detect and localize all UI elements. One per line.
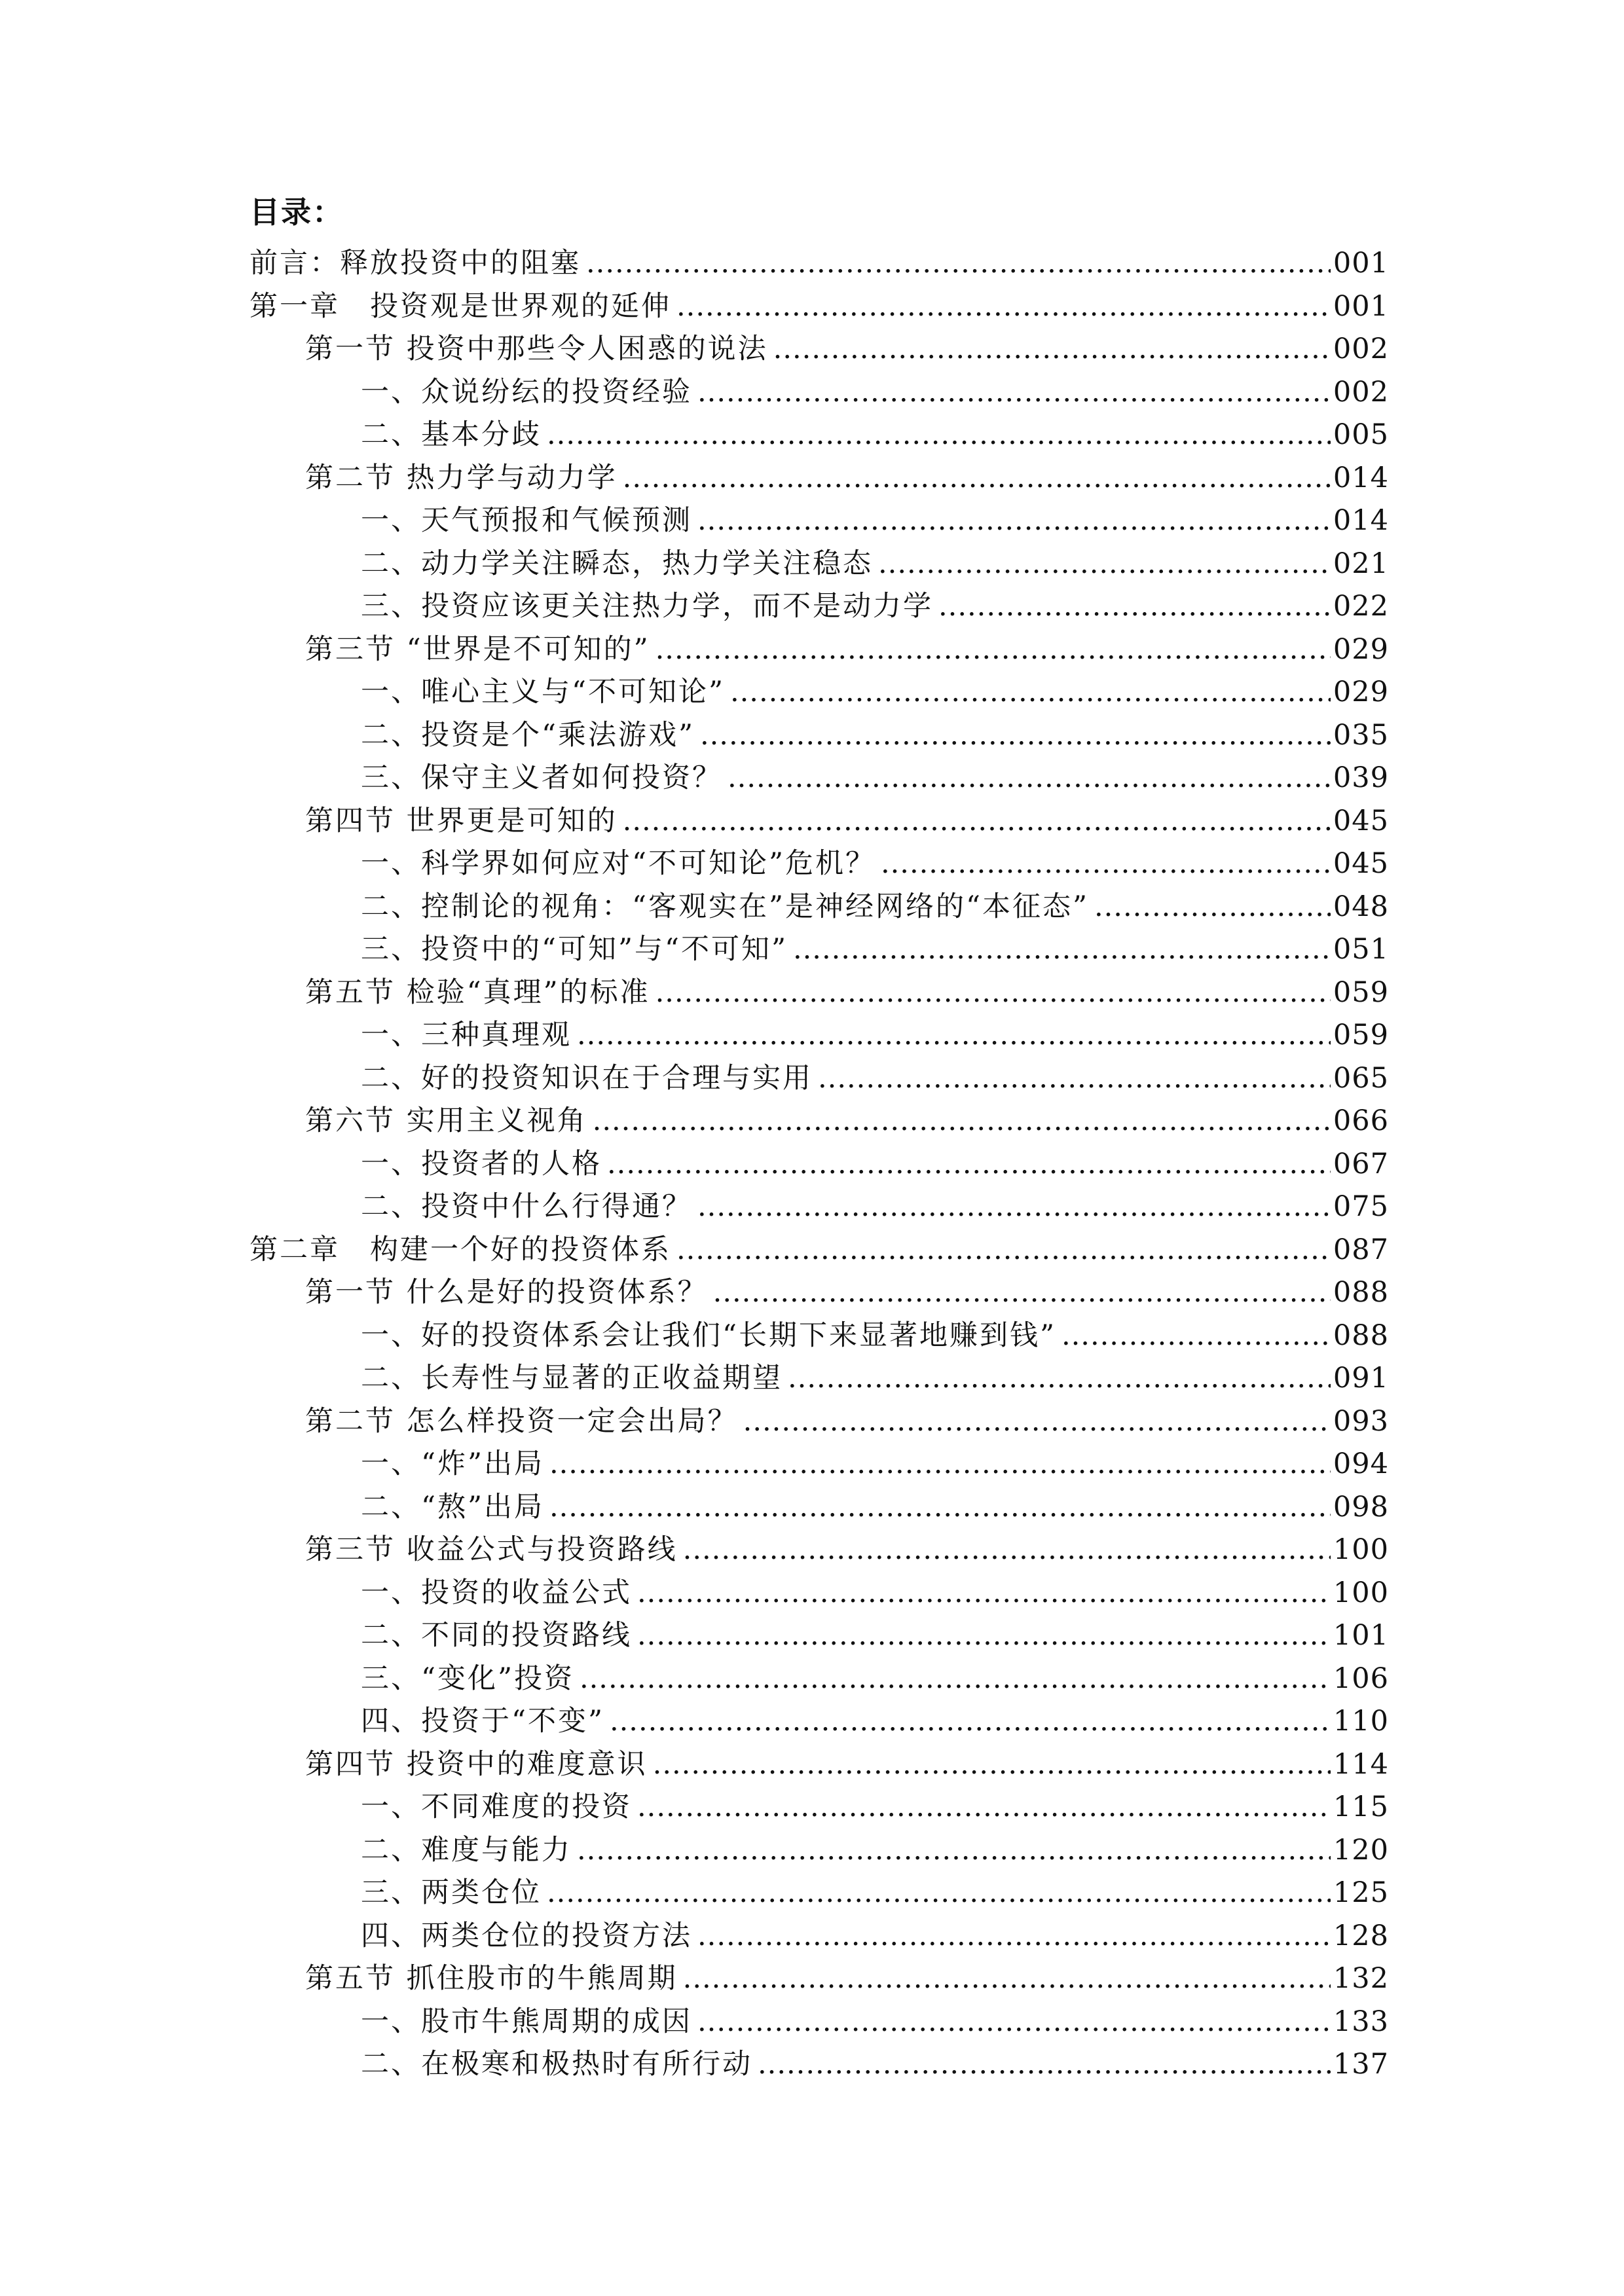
- toc-entry-text: 第一节 投资中那些令人困惑的说法: [305, 333, 768, 365]
- toc-entry: [249, 1100, 1389, 1143]
- dot-leader: [758, 2043, 1331, 2086]
- toc-entry: [249, 585, 1389, 629]
- toc-entry-page-number: 039: [1333, 761, 1389, 794]
- dot-leader: [676, 1229, 1331, 1272]
- toc-entry-page-number: 051: [1333, 933, 1389, 966]
- toc-entry-page-number: 100: [1333, 1576, 1389, 1609]
- dot-leader: [637, 1614, 1331, 1658]
- toc-entry-text: 二、投资中什么行得通？: [361, 1190, 692, 1223]
- toc-entry: [249, 457, 1389, 500]
- toc-entry-text: 二、难度与能力: [361, 1833, 572, 1867]
- toc-entry-page-number: 110: [1333, 1705, 1389, 1738]
- toc-entry-text: 三、投资中的“可知”与“不可知”: [361, 933, 788, 966]
- toc-entry-text: 一、股市牛熊周期的成因: [361, 2005, 692, 2038]
- toc-entry: [249, 1614, 1389, 1658]
- toc-entry-page-number: 088: [1333, 1276, 1389, 1309]
- dot-leader: [683, 1958, 1331, 2001]
- dot-leader: [788, 1357, 1331, 1400]
- toc-entry: [249, 714, 1389, 757]
- dot-leader: [793, 928, 1331, 972]
- toc-entry-text: 第五节 检验“真理”的标准: [305, 975, 650, 1009]
- toc-entry-text: 一、不同难度的投资: [361, 1791, 632, 1823]
- toc-entry: [249, 1400, 1389, 1444]
- toc-entry-page-number: 066: [1333, 1104, 1389, 1137]
- toc-entry-page-number: 125: [1333, 1876, 1389, 1909]
- toc-entry-page-number: 114: [1333, 1747, 1389, 1781]
- toc-entry-page-number: 120: [1333, 1833, 1389, 1867]
- toc-entry-page-number: 098: [1333, 1490, 1389, 1523]
- toc-entry: [249, 285, 1389, 329]
- toc-entry-text: 第五节 抓住股市的牛熊周期: [305, 1962, 678, 1995]
- toc-entry-page-number: 048: [1333, 890, 1389, 923]
- toc-entry-text: 一、“炸”出局: [361, 1448, 544, 1480]
- toc-entry: [249, 1057, 1389, 1101]
- toc-entry: [249, 1786, 1389, 1829]
- toc-entry: [249, 886, 1389, 929]
- dot-leader: [697, 1186, 1331, 1229]
- toc-entry-text: 第六节 实用主义视角: [305, 1104, 587, 1137]
- toc-entry: [249, 1229, 1389, 1272]
- dot-leader: [577, 1829, 1331, 1872]
- dot-leader: [549, 1486, 1331, 1529]
- toc-entry: [249, 1143, 1389, 1186]
- toc-entry: [249, 1014, 1389, 1057]
- dot-leader: [878, 543, 1331, 586]
- toc-entry: [249, 800, 1389, 843]
- toc-entry: [249, 2043, 1389, 2086]
- toc-entry-page-number: 029: [1333, 676, 1389, 708]
- dot-leader: [730, 671, 1331, 714]
- toc-entry-text: 三、两类仓位: [361, 1876, 542, 1909]
- toc-entry-page-number: 014: [1333, 461, 1389, 494]
- toc-title: 目录：: [249, 194, 344, 230]
- toc-entry-text: 三、保守主义者如何投资？: [361, 761, 722, 794]
- toc-entry: [249, 1829, 1389, 1872]
- toc-entry: [249, 757, 1389, 800]
- dot-leader: [655, 972, 1331, 1015]
- toc-entry-text: 一、投资者的人格: [361, 1147, 602, 1180]
- toc-entry-page-number: 101: [1333, 1619, 1389, 1652]
- toc-entry: [249, 1486, 1389, 1529]
- toc-entry-text: 第三节 收益公式与投资路线: [305, 1533, 678, 1566]
- toc-entry-text: 前言：释放投资中的阻塞: [249, 247, 581, 280]
- dot-leader: [881, 843, 1331, 886]
- toc-entry-text: 四、投资于“不变”: [361, 1705, 604, 1738]
- dot-leader: [697, 371, 1331, 414]
- dot-leader: [683, 1529, 1331, 1572]
- toc-entry-text: 第四节 投资中的难度意识: [305, 1747, 648, 1781]
- toc-entry-page-number: 002: [1333, 333, 1389, 365]
- toc-entry-page-number: 021: [1333, 547, 1389, 580]
- toc-entry-text: 二、基本分歧: [361, 418, 542, 451]
- toc-entry-page-number: 094: [1333, 1448, 1389, 1480]
- toc-entry: [249, 543, 1389, 586]
- dot-leader: [655, 629, 1331, 672]
- toc-entry-text: 第三节 “世界是不可知的”: [305, 632, 650, 666]
- toc-entry-page-number: 045: [1333, 804, 1389, 837]
- toc-entry-text: 二、投资是个“乘法游戏”: [361, 718, 695, 752]
- toc-entry-page-number: 002: [1333, 375, 1389, 409]
- toc-entry-page-number: 022: [1333, 590, 1389, 623]
- toc-entry: [249, 1872, 1389, 1915]
- toc-entry-page-number: 059: [1333, 975, 1389, 1009]
- toc-entry-page-number: 093: [1333, 1404, 1389, 1438]
- dot-leader: [728, 757, 1331, 800]
- toc-entry-page-number: 045: [1333, 847, 1389, 880]
- dot-leader: [637, 1786, 1331, 1829]
- toc-entry: [249, 1743, 1389, 1787]
- dot-leader: [938, 585, 1331, 629]
- toc-entry: [249, 1271, 1389, 1315]
- dot-leader: [547, 414, 1331, 457]
- toc-entry: [249, 1700, 1389, 1743]
- dot-leader: [580, 1658, 1331, 1701]
- dot-leader: [637, 1572, 1331, 1615]
- dot-leader: [1094, 886, 1331, 929]
- toc-entry: [249, 1958, 1389, 2001]
- toc-entry-text: 一、科学界如何应对“不可知论”危机？: [361, 847, 876, 880]
- toc-entry-page-number: 115: [1333, 1791, 1389, 1823]
- toc-entry-page-number: 035: [1333, 718, 1389, 752]
- dot-leader: [547, 1872, 1331, 1915]
- toc-entry-text: 二、控制论的视角：“客观实在”是神经网络的“本征态”: [361, 890, 1089, 923]
- dot-leader: [773, 328, 1331, 371]
- toc-entry: [249, 2001, 1389, 2044]
- dot-leader: [607, 1143, 1331, 1186]
- dot-leader: [549, 1443, 1331, 1486]
- toc-entry-text: 三、投资应该更关注热力学，而不是动力学: [361, 590, 933, 623]
- toc-entry-text: 一、三种真理观: [361, 1019, 572, 1051]
- toc-entry: [249, 629, 1389, 672]
- toc-entry-page-number: 075: [1333, 1190, 1389, 1223]
- toc-entry-page-number: 100: [1333, 1533, 1389, 1566]
- dot-leader: [623, 457, 1331, 500]
- dot-leader: [818, 1057, 1331, 1101]
- toc-entry-page-number: 137: [1333, 2048, 1389, 2081]
- dot-leader: [676, 285, 1331, 329]
- toc-entry-page-number: 128: [1333, 1919, 1389, 1952]
- dot-leader: [697, 2001, 1331, 2044]
- toc-entry-page-number: 067: [1333, 1147, 1389, 1180]
- toc-entry-text: 第四节 世界更是可知的: [305, 804, 618, 837]
- toc-entry-page-number: 029: [1333, 632, 1389, 666]
- toc-entry-page-number: 106: [1333, 1662, 1389, 1695]
- table-of-contents: [249, 242, 1389, 2086]
- toc-entry-page-number: 005: [1333, 418, 1389, 451]
- toc-entry: [249, 414, 1389, 457]
- dot-leader: [697, 500, 1331, 543]
- toc-entry: [249, 1443, 1389, 1486]
- dot-leader: [586, 242, 1331, 285]
- dot-leader: [653, 1743, 1331, 1787]
- dot-leader: [700, 714, 1331, 757]
- toc-entry-text: 第二章 构建一个好的投资体系: [249, 1233, 671, 1266]
- toc-entry-text: 一、天气预报和气候预测: [361, 504, 692, 537]
- toc-entry: [249, 928, 1389, 972]
- toc-entry: [249, 1572, 1389, 1615]
- toc-entry-text: 第二节 热力学与动力学: [305, 461, 618, 494]
- toc-entry: [249, 1529, 1389, 1572]
- toc-entry-text: 四、两类仓位的投资方法: [361, 1919, 692, 1952]
- dot-leader: [713, 1271, 1331, 1315]
- toc-entry-page-number: 059: [1333, 1019, 1389, 1051]
- toc-entry-text: 二、在极寒和极热时有所行动: [361, 2048, 752, 2081]
- dot-leader: [577, 1014, 1331, 1057]
- toc-entry: [249, 500, 1389, 543]
- toc-entry: [249, 1186, 1389, 1229]
- toc-entry: [249, 843, 1389, 886]
- dot-leader: [743, 1400, 1331, 1444]
- dot-leader: [623, 800, 1331, 843]
- toc-entry-text: 二、长寿性与显著的正收益期望: [361, 1362, 783, 1394]
- dot-leader: [610, 1700, 1331, 1743]
- toc-entry-text: 二、动力学关注瞬态，热力学关注稳态: [361, 547, 873, 580]
- toc-entry-page-number: 091: [1333, 1362, 1389, 1394]
- toc-entry-text: 第二节 怎么样投资一定会出局？: [305, 1404, 738, 1438]
- toc-entry-page-number: 132: [1333, 1962, 1389, 1995]
- toc-entry-text: 第一节 什么是好的投资体系？: [305, 1276, 708, 1309]
- toc-entry-text: 二、不同的投资路线: [361, 1619, 632, 1652]
- toc-entry-page-number: 001: [1333, 247, 1389, 280]
- toc-entry-text: 一、投资的收益公式: [361, 1576, 632, 1609]
- toc-entry: [249, 1915, 1389, 1958]
- dot-leader: [697, 1915, 1331, 1958]
- toc-entry-text: 一、唯心主义与“不可知论”: [361, 676, 725, 708]
- toc-entry-page-number: 014: [1333, 504, 1389, 537]
- dot-leader: [593, 1100, 1331, 1143]
- toc-entry: [249, 328, 1389, 371]
- toc-entry: [249, 972, 1389, 1015]
- toc-entry-text: 二、好的投资知识在于合理与实用: [361, 1061, 813, 1095]
- toc-entry-text: 三、“变化”投资: [361, 1662, 574, 1695]
- toc-entry: [249, 1357, 1389, 1400]
- toc-entry-text: 第一章 投资观是世界观的延伸: [249, 289, 671, 323]
- toc-entry-text: 一、众说纷纭的投资经验: [361, 375, 692, 409]
- toc-entry-page-number: 087: [1333, 1233, 1389, 1266]
- toc-entry: [249, 242, 1389, 285]
- toc-entry-page-number: 133: [1333, 2005, 1389, 2038]
- toc-entry: [249, 1315, 1389, 1358]
- dot-leader: [1061, 1315, 1331, 1358]
- toc-entry: [249, 671, 1389, 714]
- toc-entry: [249, 1658, 1389, 1701]
- toc-entry-text: 二、“熬”出局: [361, 1490, 544, 1523]
- toc-entry-page-number: 088: [1333, 1319, 1389, 1352]
- toc-entry-page-number: 001: [1333, 289, 1389, 323]
- toc-entry: [249, 371, 1389, 414]
- toc-entry-page-number: 065: [1333, 1061, 1389, 1095]
- toc-entry-text: 一、好的投资体系会让我们“长期下来显著地赚到钱”: [361, 1319, 1056, 1352]
